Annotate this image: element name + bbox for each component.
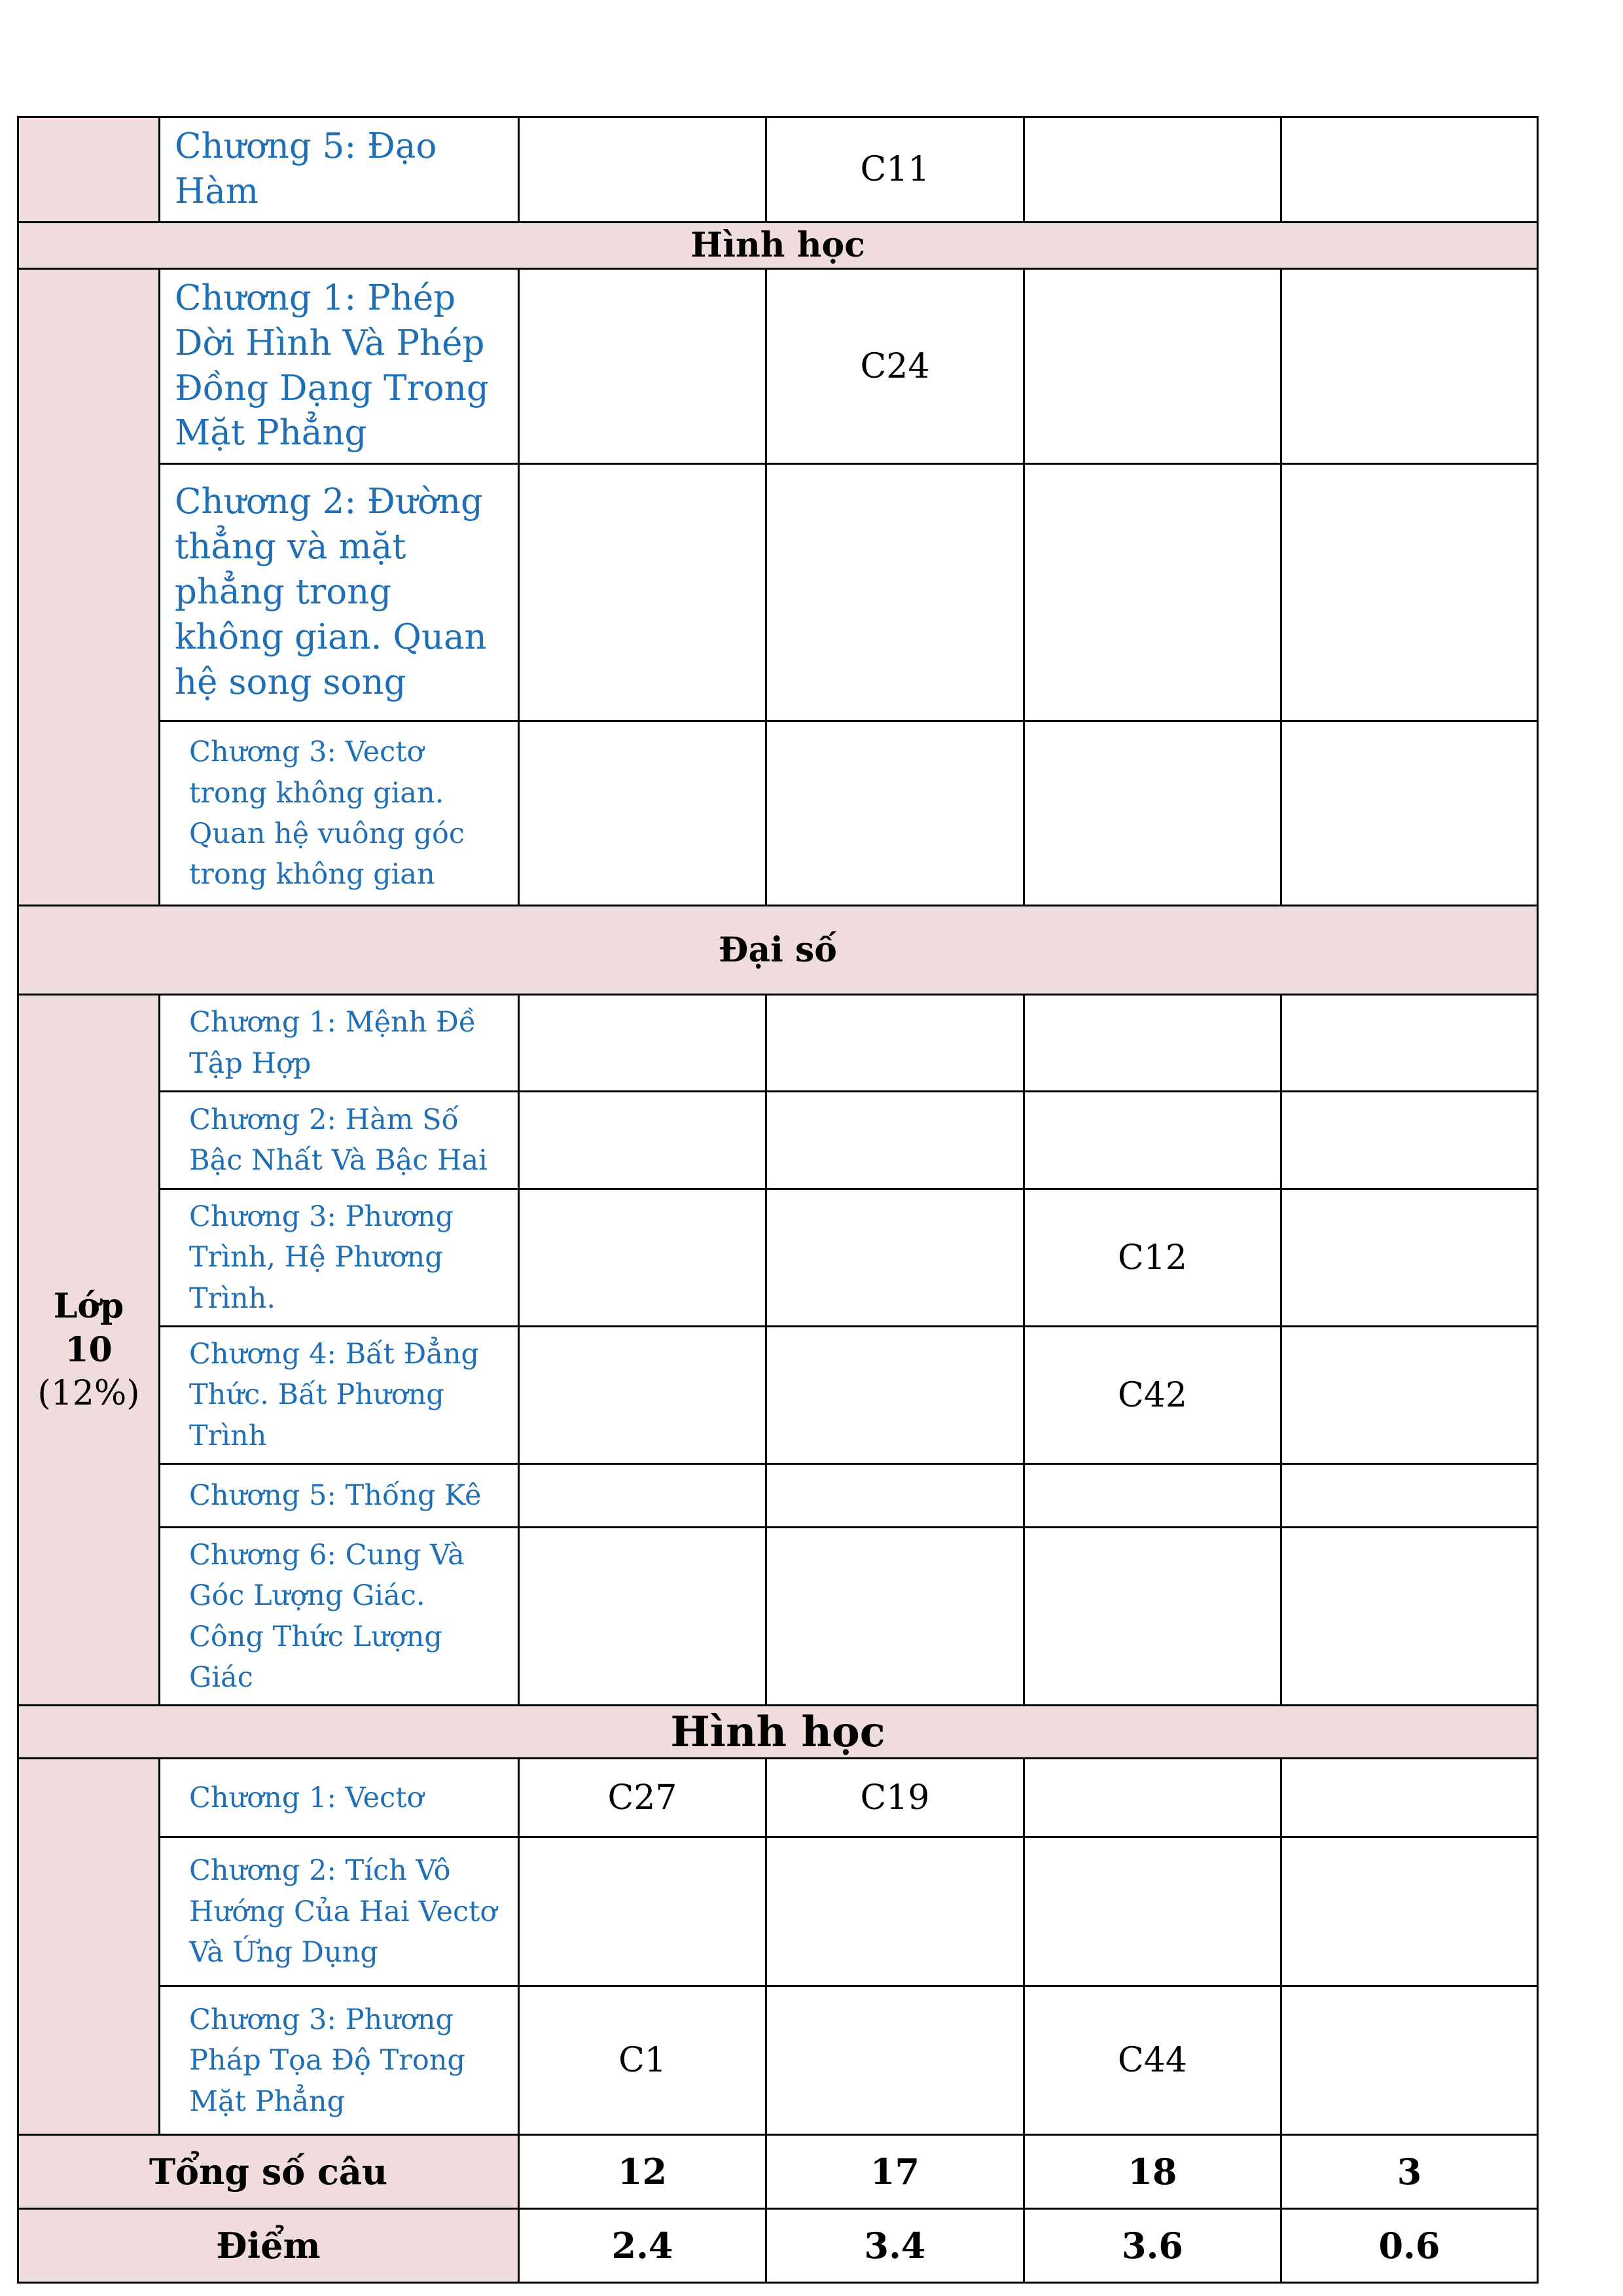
level2-cell: C19 bbox=[766, 1759, 1024, 1837]
level4-cell bbox=[1281, 1464, 1538, 1528]
level3-cell bbox=[1024, 268, 1281, 464]
level4-cell bbox=[1281, 995, 1538, 1092]
level1-cell bbox=[519, 464, 766, 721]
level1-cell bbox=[519, 721, 766, 906]
table-row bbox=[18, 268, 1538, 464]
chapter-cell: Chương 1: Vectơ bbox=[160, 1759, 519, 1837]
level2-cell bbox=[766, 1464, 1024, 1528]
section-title: Hình học bbox=[18, 1706, 1538, 1759]
level1-cell bbox=[519, 117, 766, 223]
section-title: Hình học bbox=[18, 222, 1538, 268]
level3-cell: C42 bbox=[1024, 1327, 1281, 1464]
table-row bbox=[18, 995, 1538, 1092]
level3-cell: C44 bbox=[1024, 1986, 1281, 2135]
level1-cell bbox=[519, 1189, 766, 1327]
level1-cell bbox=[519, 1092, 766, 1189]
table-row bbox=[18, 117, 1538, 223]
section-header-row bbox=[18, 222, 1538, 268]
level2-cell bbox=[766, 995, 1024, 1092]
grade-cell bbox=[18, 268, 160, 906]
points-label: Điểm bbox=[18, 2209, 519, 2283]
level3-cell bbox=[1024, 995, 1281, 1092]
section-title: Đại số bbox=[18, 906, 1538, 995]
chapter-cell: Chương 6: Cung Và Góc Lượng Giác. Công Thức Lượng Giác bbox=[160, 1528, 519, 1706]
section-header-row bbox=[18, 906, 1538, 995]
chapter-cell: Chương 3: Phương Pháp Tọa Độ Trong Mặt Phẳng bbox=[160, 1986, 519, 2135]
chapter-cell: Chương 2: Đường thẳng và mặt phẳng trong không gian. Quan hệ song song bbox=[160, 464, 519, 721]
level4-cell bbox=[1281, 1528, 1538, 1706]
total-level1: 12 bbox=[519, 2135, 766, 2209]
table-row bbox=[18, 1464, 1538, 1528]
level4-cell bbox=[1281, 1986, 1538, 2135]
level2-cell bbox=[766, 1986, 1024, 2135]
level2-cell bbox=[766, 1327, 1024, 1464]
chapter-cell: Chương 4: Bất Đẳng Thức. Bất Phương Trình bbox=[160, 1327, 519, 1464]
chapter-cell: Chương 1: Phép Dời Hình Và Phép Đồng Dạng Trong Mặt Phẳng bbox=[160, 268, 519, 464]
level3-cell bbox=[1024, 1464, 1281, 1528]
chapter-cell: Chương 5: Thống Kê bbox=[160, 1464, 519, 1528]
table-row bbox=[18, 1759, 1538, 1837]
grade-percent: (12%) bbox=[37, 1374, 140, 1414]
section-header-row bbox=[18, 1706, 1538, 1759]
level3-cell bbox=[1024, 1528, 1281, 1706]
grade-label: Lớp bbox=[53, 1286, 124, 1327]
level3-cell bbox=[1024, 117, 1281, 223]
grade-label-cell bbox=[18, 995, 160, 1706]
table-row bbox=[18, 464, 1538, 721]
level2-cell bbox=[766, 1528, 1024, 1706]
points-level3: 3.6 bbox=[1024, 2209, 1281, 2283]
total-level3: 18 bbox=[1024, 2135, 1281, 2209]
level2-cell: C11 bbox=[766, 117, 1024, 223]
level3-cell bbox=[1024, 1837, 1281, 1986]
chapter-cell: Chương 2: Hàm Số Bậc Nhất Và Bậc Hai bbox=[160, 1092, 519, 1189]
level3-cell bbox=[1024, 721, 1281, 906]
chapter-cell: Chương 3: Phương Trình, Hệ Phương Trình. bbox=[160, 1189, 519, 1327]
total-questions-row bbox=[18, 2135, 1538, 2209]
grade-cell bbox=[18, 117, 160, 223]
level2-cell bbox=[766, 721, 1024, 906]
table-row bbox=[18, 1837, 1538, 1986]
level1-cell bbox=[519, 1327, 766, 1464]
total-level4: 3 bbox=[1281, 2135, 1538, 2209]
chapter-cell: Chương 3: Vectơ trong không gian. Quan hệ vuông góc trong không gian bbox=[160, 721, 519, 906]
level3-cell bbox=[1024, 464, 1281, 721]
total-label: Tổng số câu bbox=[18, 2135, 519, 2209]
level4-cell bbox=[1281, 1327, 1538, 1464]
points-level1: 2.4 bbox=[519, 2209, 766, 2283]
level4-cell bbox=[1281, 1837, 1538, 1986]
points-level4: 0.6 bbox=[1281, 2209, 1538, 2283]
exam-matrix-table bbox=[17, 116, 1539, 2284]
level4-cell bbox=[1281, 1759, 1538, 1837]
level4-cell bbox=[1281, 1189, 1538, 1327]
chapter-cell: Chương 1: Mệnh Đề Tập Hợp bbox=[160, 995, 519, 1092]
level2-cell bbox=[766, 464, 1024, 721]
level1-cell: C27 bbox=[519, 1759, 766, 1837]
table-row bbox=[18, 721, 1538, 906]
table-row bbox=[18, 1327, 1538, 1464]
level4-cell bbox=[1281, 117, 1538, 223]
level1-cell bbox=[519, 1837, 766, 1986]
chapter-cell: Chương 5: Đạo Hàm bbox=[160, 117, 519, 223]
level1-cell bbox=[519, 1528, 766, 1706]
level1-cell: C1 bbox=[519, 1986, 766, 2135]
total-level2: 17 bbox=[766, 2135, 1024, 2209]
level4-cell bbox=[1281, 721, 1538, 906]
level1-cell bbox=[519, 268, 766, 464]
level2-cell bbox=[766, 1837, 1024, 1986]
grade-number: 10 bbox=[65, 1329, 113, 1370]
level4-cell bbox=[1281, 464, 1538, 721]
points-level2: 3.4 bbox=[766, 2209, 1024, 2283]
grade-cell bbox=[18, 1759, 160, 2135]
level2-cell: C24 bbox=[766, 268, 1024, 464]
level1-cell bbox=[519, 995, 766, 1092]
level4-cell bbox=[1281, 268, 1538, 464]
table-row bbox=[18, 1528, 1538, 1706]
chapter-cell: Chương 2: Tích Vô Hướng Của Hai Vectơ Và Ứng Dụng bbox=[160, 1837, 519, 1986]
level3-cell bbox=[1024, 1092, 1281, 1189]
table-row bbox=[18, 1189, 1538, 1327]
level2-cell bbox=[766, 1092, 1024, 1189]
table-row bbox=[18, 1986, 1538, 2135]
table-row bbox=[18, 1092, 1538, 1189]
level3-cell bbox=[1024, 1759, 1281, 1837]
level2-cell bbox=[766, 1189, 1024, 1327]
level1-cell bbox=[519, 1464, 766, 1528]
points-row bbox=[18, 2209, 1538, 2283]
level4-cell bbox=[1281, 1092, 1538, 1189]
level3-cell: C12 bbox=[1024, 1189, 1281, 1327]
